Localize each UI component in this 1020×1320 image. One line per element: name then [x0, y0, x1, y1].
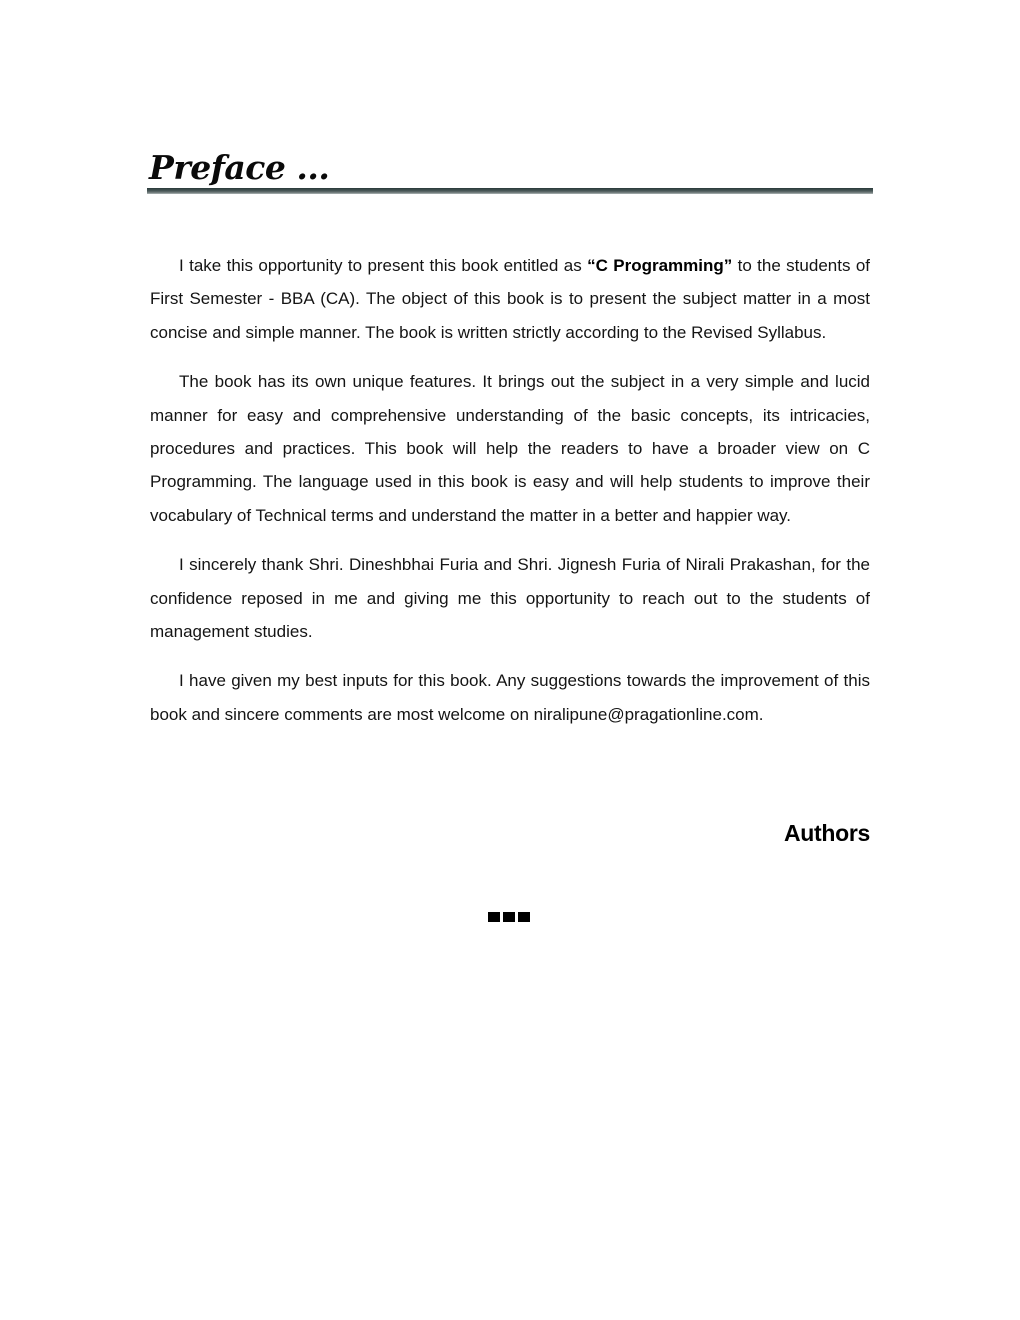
paragraph-intro [150, 249, 870, 349]
paragraph-suggestions: I have given my best inputs for this book. Any suggestions towards the improvement of this book and sincere comments are most welcome on niralipune@pragationline.com. [150, 671, 870, 724]
paragraph-intro-rest: to the students of First Semester - BBA (CA). The object of this book is to present the subject matter in a most concise and simple manner. The book is written strictly according to the Revised Syllabus. [150, 256, 870, 342]
square-icon [488, 912, 500, 922]
paragraph-intro-text: I take this opportunity to present this book entitled as [179, 256, 588, 275]
preface-heading [149, 148, 873, 188]
authors-signature: Authors [783, 820, 870, 846]
paragraph-thanks: I sincerely thank Shri. Dineshbhai Furia and Shri. Jignesh Furia of Nirali Prakashan, for the confidence reposed in me and giving me this opportunity to reach out to the students of management studies. [150, 555, 870, 642]
preface-body [150, 249, 870, 747]
heading-underline [147, 188, 873, 194]
square-icon [503, 912, 515, 922]
end-of-section-mark [488, 912, 530, 922]
page-title: Preface ... [149, 148, 330, 187]
paragraph-features: The book has its own unique features. It brings out the subject in a very simple and lucid manner for easy and comprehensive understanding of the basic concepts, its intricacies, procedures and practices. This book will help the readers to have a broader view on C Programming. The language used in this book is easy and will help students to improve their vocabulary of Technical terms and understand the matter in a better and happier way. [150, 372, 870, 525]
square-icon [518, 912, 530, 922]
book-title-emphasis: “C Programming” [587, 256, 733, 275]
